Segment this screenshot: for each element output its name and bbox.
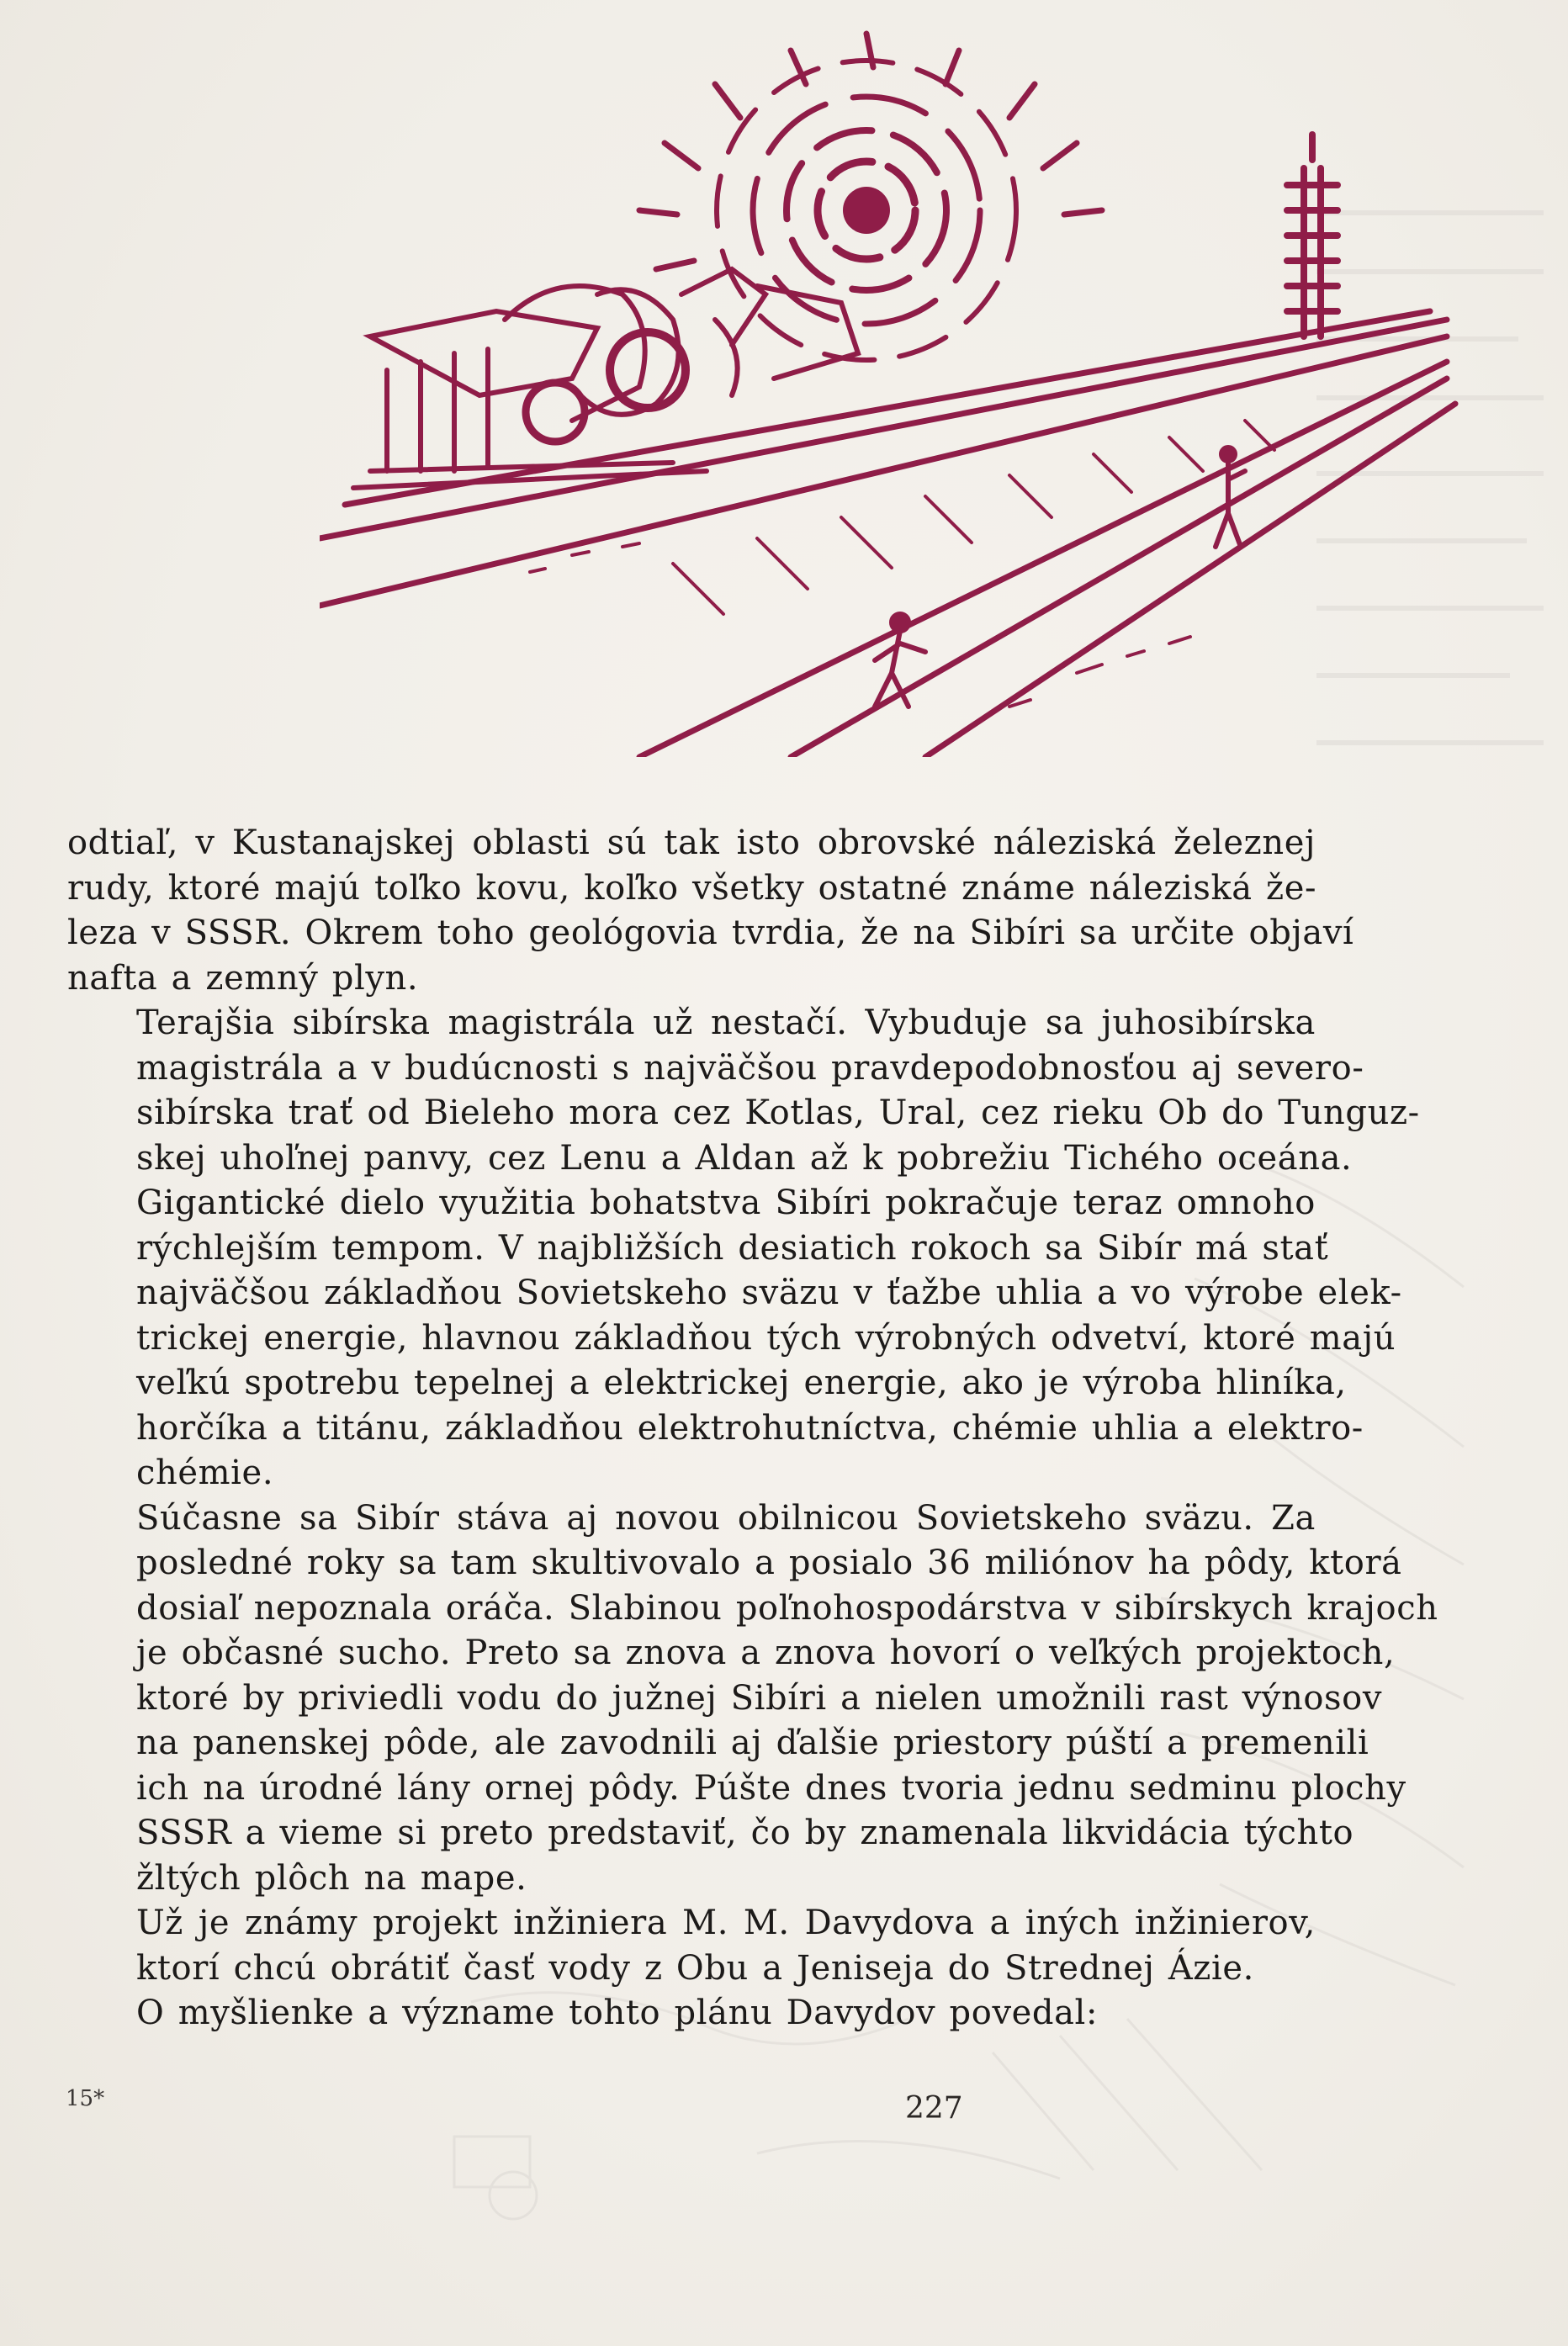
text-line: Súčasne sa Sibír stáva aj novou obilnicou Sovietskeho sväzu. Za [136, 1498, 1316, 1538]
text-line: veľkú spotrebu tepelnej a elektrickej energie, ako je výroba hliníka, [136, 1364, 1347, 1402]
paragraph-2 [67, 1001, 1420, 1181]
text-line: leza v SSSR. Okrem toho geológovia tvrdia, že na Sibíri sa určite objaví [67, 914, 1354, 952]
paragraph-3 [67, 1181, 1402, 1496]
text-line: horčíka a titánu, základňou elektrohutníctva, chémie uhlia a elektro- [136, 1408, 1364, 1448]
page-number: 227 [905, 2091, 963, 2126]
text-line: skej uhoľnej panvy, cez Lenu a Aldan až k pobrežiu Tichého oceána. [136, 1138, 1353, 1178]
text-line: žltých plôch na mape. [136, 1858, 527, 1898]
text-line: Už je známy projekt inžiniera M. M. Davydova a iných inžinierov, [136, 1904, 1316, 1942]
text-line: SSSR a vieme si preto predstaviť, čo by znamenala likvidácia týchto [136, 1814, 1354, 1852]
paragraph-5 [67, 1901, 1316, 1991]
text-line: Gigantické dielo využitia bohatstva Sibíri pokračuje teraz omnoho [136, 1184, 1316, 1222]
text-line: sibírska trať od Bieleho mora cez Kotlas, Ural, cez rieku Ob do Tunguz- [136, 1094, 1420, 1132]
text-line: trickej energie, hlavnou základňou tých výrobných odvetví, ktoré majú [136, 1318, 1396, 1358]
text-line: rýchlejším tempom. V najbližších desiatich rokoch sa Sibír má stať [136, 1228, 1329, 1268]
text-line: najväčšou základňou Sovietskeho sväzu v ťažbe uhlia a vo výrobe elek- [136, 1274, 1402, 1312]
text-line: dosiaľ nepoznala oráča. Slabinou poľnohospodárstva v sibírskych krajoch [136, 1588, 1438, 1628]
text-line: chémie. [136, 1454, 274, 1492]
body-text [67, 821, 1438, 2036]
sun-over-industrial-railway-drawing [320, 17, 1472, 757]
paragraph-6 [67, 1991, 1316, 2036]
text-line: odtiaľ, v Kustanajskej oblasti sú tak isto obrovské náleziská železnej [67, 823, 1316, 862]
paragraph-4 [67, 1496, 1438, 1902]
text-line: Terajšia sibírska magistrála už nestačí. Vybuduje sa juhosibírska [136, 1004, 1316, 1042]
text-line: je občasné sucho. Preto sa znova a znova hovorí o veľkých projektoch, [136, 1634, 1396, 1672]
text-line: magistrála a v budúcnosti s najväčšou pravdepodobnosťou aj severo- [136, 1048, 1364, 1088]
text-line: ktorí chcú obrátiť časť vody z Obu a Jeniseja do Strednej Ázie. [136, 1948, 1254, 1988]
text-line: ktoré by priviedli vodu do južnej Sibíri a nielen umožnili rast výnosov [136, 1678, 1383, 1718]
text-line: O myšlienke a význame tohto plánu Davydov povedal: [136, 1994, 1099, 2032]
text-line: posledné roky sa tam skultivovalo a posialo 36 miliónov ha pôdy, ktorá [136, 1544, 1402, 1582]
printer-signature-mark: 15* [66, 2086, 105, 2111]
text-line: ich na úrodné lány ornej pôdy. Púšte dnes tvoria jednu sedminu plochy [136, 1768, 1406, 1808]
text-line: nafta a zemný plyn. [67, 958, 419, 998]
text-line: rudy, ktoré majú toľko kovu, koľko všetky ostatné známe náleziská že- [67, 868, 1317, 908]
paragraph-1 [67, 821, 1354, 1001]
text-line: na panenskej pôde, ale zavodnili aj ďalšie priestory púští a premenili [136, 1724, 1369, 1762]
